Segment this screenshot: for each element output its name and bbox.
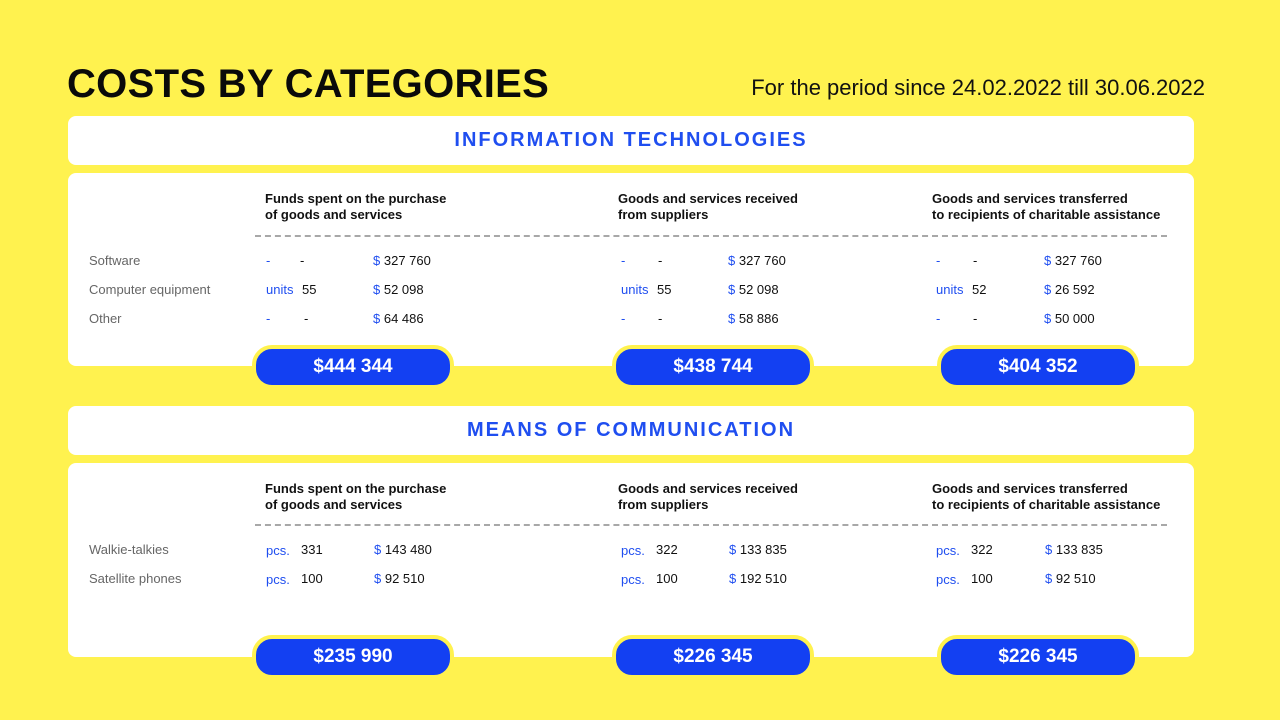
total-badge: $404 352 — [937, 345, 1139, 389]
unit-cell: units — [936, 282, 964, 297]
column-header: Funds spent on the purchase of goods and services — [265, 191, 447, 222]
qty-cell: - — [973, 253, 978, 268]
qty-cell: 100 — [971, 571, 993, 586]
qty-cell: 322 — [971, 542, 993, 557]
amount-cell: $ 327 760 — [1044, 253, 1102, 268]
row-label: Satellite phones — [89, 571, 182, 586]
currency-symbol: $ — [1045, 571, 1053, 586]
qty-cell: 55 — [657, 282, 672, 297]
currency-symbol: $ — [728, 311, 736, 326]
amount-cell: $ 64 486 — [373, 311, 424, 326]
qty-cell: 52 — [972, 282, 987, 297]
unit-cell: - — [936, 311, 941, 326]
currency-symbol: $ — [373, 282, 381, 297]
qty-cell: - — [304, 311, 309, 326]
column-header: Funds spent on the purchase of goods and services — [265, 481, 447, 512]
unit-cell: pcs. — [621, 543, 645, 558]
qty-cell: - — [658, 253, 663, 268]
amount-cell: $ 133 835 — [1045, 542, 1103, 557]
currency-symbol: $ — [728, 282, 736, 297]
unit-cell: pcs. — [621, 572, 645, 587]
unit-cell: pcs. — [936, 543, 960, 558]
row-label: Software — [89, 253, 141, 268]
unit-cell: units — [621, 282, 649, 297]
amount-cell: $ 327 760 — [373, 253, 431, 268]
currency-symbol: $ — [1044, 282, 1052, 297]
unit-cell: - — [621, 311, 626, 326]
column-header: Goods and services transferred to recipients of charitable assistance — [932, 191, 1161, 222]
column-header: Goods and services received from suppliers — [618, 191, 798, 222]
currency-symbol: $ — [729, 571, 737, 586]
unit-cell: pcs. — [266, 572, 290, 587]
unit-cell: units — [266, 282, 294, 297]
amount-cell: $ 26 592 — [1044, 282, 1095, 297]
section-body-communication — [68, 463, 1194, 657]
total-badge: $444 344 — [252, 345, 454, 389]
amount-cell: $ 143 480 — [374, 542, 432, 557]
row-label: Other — [89, 311, 122, 326]
amount-cell: $ 58 886 — [728, 311, 779, 326]
qty-cell: - — [973, 311, 978, 326]
currency-symbol: $ — [728, 253, 736, 268]
currency-symbol: $ — [374, 542, 382, 557]
period-text: For the period since 24.02.2022 till 30.06.2022 — [751, 75, 1205, 100]
amount-cell: $ 92 510 — [374, 571, 425, 586]
currency-symbol: $ — [1044, 253, 1052, 268]
amount-cell: $ 92 510 — [1045, 571, 1096, 586]
currency-symbol: $ — [373, 253, 381, 268]
qty-cell: 331 — [301, 542, 323, 557]
unit-cell: - — [266, 253, 271, 268]
section-body-it — [68, 173, 1194, 366]
amount-cell: $ 52 098 — [373, 282, 424, 297]
column-header: Goods and services received from suppliers — [618, 481, 798, 512]
section-header-it: INFORMATION TECHNOLOGIES — [68, 116, 1194, 165]
total-badge: $226 345 — [937, 635, 1139, 679]
qty-cell: - — [300, 253, 305, 268]
currency-symbol: $ — [374, 571, 382, 586]
dashed-divider — [255, 524, 1167, 526]
qty-cell: 100 — [656, 571, 678, 586]
qty-cell: 55 — [302, 282, 317, 297]
page-title: COSTS BY CATEGORIES — [67, 62, 550, 106]
unit-cell: - — [266, 311, 271, 326]
row-label: Walkie-talkies — [89, 542, 169, 557]
currency-symbol: $ — [729, 542, 737, 557]
unit-cell: - — [936, 253, 941, 268]
qty-cell: 100 — [301, 571, 323, 586]
amount-cell: $ 50 000 — [1044, 311, 1095, 326]
currency-symbol: $ — [373, 311, 381, 326]
amount-cell: $ 327 760 — [728, 253, 786, 268]
unit-cell: - — [621, 253, 626, 268]
qty-cell: - — [658, 311, 663, 326]
amount-cell: $ 192 510 — [729, 571, 787, 586]
dashed-divider — [255, 235, 1167, 237]
column-header: Goods and services transferred to recipients of charitable assistance — [932, 481, 1161, 512]
total-badge: $438 744 — [612, 345, 814, 389]
currency-symbol: $ — [1044, 311, 1052, 326]
total-badge: $235 990 — [252, 635, 454, 679]
unit-cell: pcs. — [936, 572, 960, 587]
amount-cell: $ 52 098 — [728, 282, 779, 297]
qty-cell: 322 — [656, 542, 678, 557]
section-header-communication: MEANS OF COMMUNICATION — [68, 406, 1194, 455]
amount-cell: $ 133 835 — [729, 542, 787, 557]
unit-cell: pcs. — [266, 543, 290, 558]
row-label: Computer equipment — [89, 282, 211, 297]
total-badge: $226 345 — [612, 635, 814, 679]
currency-symbol: $ — [1045, 542, 1053, 557]
